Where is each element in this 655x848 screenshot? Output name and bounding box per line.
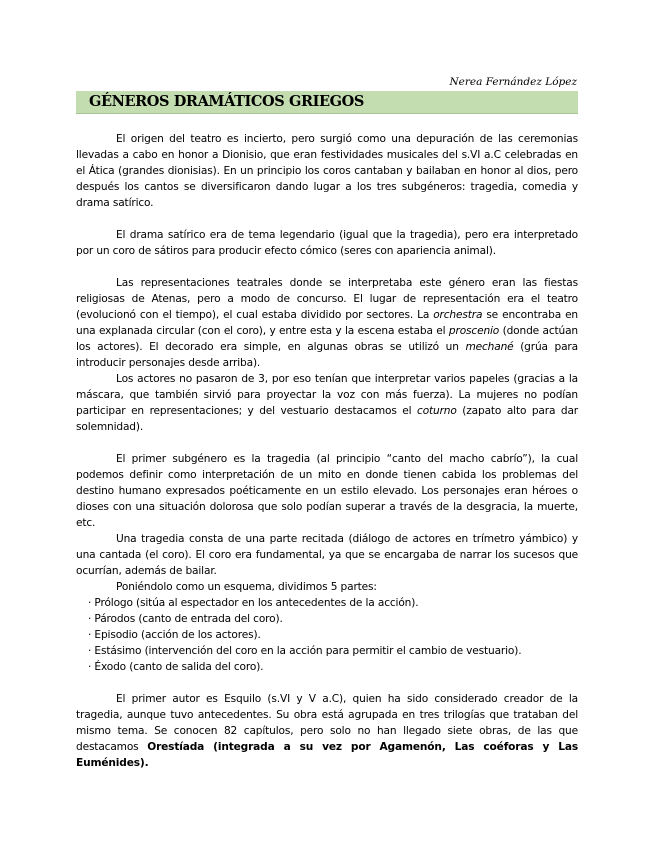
list-item: · Prólogo (sitúa al espectador en los antecedentes de la acción). [88,597,419,609]
paragraph-origin: El origen del teatro es incierto, pero surgió como una depuración de las ceremonias llevadas a cabo en honor a Dionisio, que eran festividades musicales del s.VI a.C celebradas en el Ática (grandes dionisias). En un principio los coros cantaban y bailaban en honor al dios, pero después los cantos se diversificaron dando lugar a los tres subgéneros: tragedia, comedia y drama satírico. [76,133,578,209]
paragraph-representations: Las representaciones teatrales donde se interpretaba este género eran las fiestas religiosas de Atenas, pero a modo de concurso. El lugar de representación era el teatro (evolucionó con el tiempo), el cual estaba dividido por sectores. La orchestra se encontraba en una explanada circular (con el coro), y entre esta y la escena estaba el proscenio (donde actúan los actores). El decorado era simple, en algunas obras se utilizó un mechané (grúa para introducir personajes desde arriba). [76,277,578,369]
paragraph-esquilo: El primer autor es Esquilo (s.VI y V a.C), quien ha sido considerado creador de la tragedia, aunque tuvo antecedentes. Su obra está agrupada en tres trilogías que trataban del mismo tema. Se conocen 82 capítulos, pero solo no han llegado siete obras, de las que destacamos Orestíada (integrada a su vez por Agamenón, Las coéforas y Las Euménides). [76,693,578,769]
term-orchestra: orchestra [433,309,483,321]
document-body [76,131,578,771]
list-item: · Párodos (canto de entrada del coro). [88,613,283,625]
term-mechane: mechané [465,341,514,353]
paragraph-satyr-drama: El drama satírico era de tema legendario (igual que la tragedia), pero era interpretado por un coro de sátiros para producir efecto cómico (seres con apariencia animal). [76,229,578,257]
paragraph-tragedy: El primer subgénero es la tragedia (al principio “canto del macho cabrío”), la cual podemos definir como interpretación de un mito en donde tienen cabida los problemas del destino humano expresados poéticamente en un estilo elevado. Los personajes eran héroes o dioses con una situación dolorosa que solo podían superar a través de la desgracia, la muerte, etc. [76,453,578,529]
paragraph-actors: Los actores no pasaron de 3, por eso tenían que interpretar varios papeles (gracias a la máscara, que también sirvió para proyectar la voz con más fuerza). La mujeres no podían participar en representaciones; y del vestuario destacamos el coturno (zapato alto para dar solemnidad). [76,373,578,433]
work-oresteia: Orestíada (integrada a su vez por Agamenón, Las coéforas y Las Euménides). [76,741,578,769]
paragraph-tragedy-parts: Una tragedia consta de una parte recitada (diálogo de actores en trímetro yámbico) y una cantada (el coro). El coro era fundamental, ya que se encargaba de narrar los sucesos que ocurrían, además de bailar. [76,533,578,577]
scheme-list [76,595,578,675]
term-coturno: coturno [417,405,457,417]
page-title: GÉNEROS DRAMÁTICOS GRIEGOS [89,93,364,110]
term-proscenio: proscenio [448,325,500,337]
paragraph-scheme-intro: Poniéndolo como un esquema, dividimos 5 partes: [116,581,377,593]
title-banner [76,91,578,114]
list-item: · Episodio (acción de los actores). [88,629,261,641]
list-item: · Éxodo (canto de salida del coro). [88,661,264,673]
list-item: · Estásimo (intervención del coro en la acción para permitir el cambio de vestuario). [88,645,522,657]
author-name: Nerea Fernández López [449,76,577,88]
